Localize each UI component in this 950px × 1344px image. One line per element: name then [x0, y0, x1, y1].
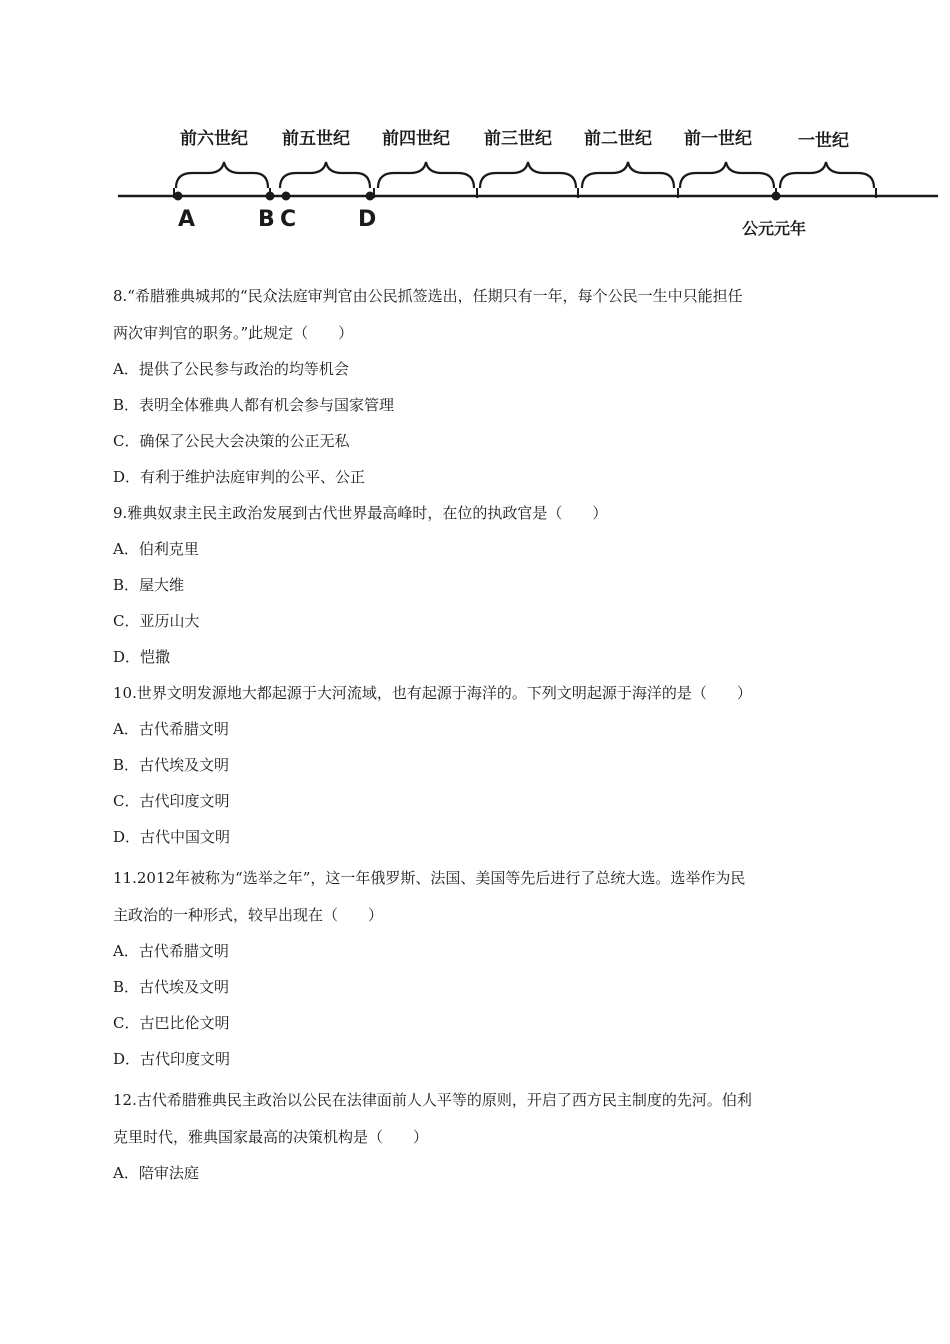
point-c-marker [282, 192, 291, 201]
question-8-stem-line-1: 8.“希腊雅典城邦的“民众法庭审判官由公民抓签选出，任期只有一年，每个公民一生中只能担任 [113, 287, 743, 305]
century-label-2: 前五世纪 [282, 129, 350, 149]
question-11-option-b[interactable]: B．古代埃及文明 [113, 978, 230, 996]
question-9-stem: 9.雅典奴隶主民主政治发展到古代世界最高峰时，在位的执政官是（ ） [113, 504, 608, 522]
question-12-stem-line-1: 12.古代希腊雅典民主政治以公民在法律面前人人平等的原则，开启了西方民主制度的先河。伯利 [113, 1091, 752, 1109]
question-list [113, 278, 843, 1196]
question-9-option-c[interactable]: C．亚历山大 [113, 612, 200, 630]
point-label-b: B [258, 207, 275, 232]
century-label-6: 前一世纪 [684, 129, 752, 149]
point-b-marker [266, 192, 275, 201]
timeline-figure [112, 118, 942, 260]
timeline-svg [112, 118, 942, 260]
question-10-stem: 10.世界文明发源地大都起源于大河流域，也有起源于海洋的。下列文明起源于海洋的是（ ） [113, 684, 752, 702]
question-11-option-c[interactable]: C．古巴比伦文明 [113, 1014, 230, 1032]
question-9-option-b[interactable]: B．屋大维 [113, 576, 185, 594]
question-12 [113, 1082, 843, 1196]
question-9 [113, 500, 843, 680]
question-10-option-d[interactable]: D．古代中国文明 [113, 828, 231, 846]
question-8 [113, 278, 843, 500]
point-labels [178, 207, 376, 232]
question-11-stem-line-1: 11.2012年被称为“选举之年”，这一年俄罗斯、法国、美国等先后进行了总统大选。选举作为民 [113, 869, 746, 887]
century-label-7: 一世纪 [798, 131, 849, 151]
question-9-option-a[interactable]: A．伯利克里 [113, 540, 199, 558]
question-8-option-c[interactable]: C．确保了公民大会决策的公正无私 [113, 432, 350, 450]
question-9-option-d[interactable]: D．恺撒 [113, 648, 171, 666]
century-labels [180, 128, 849, 151]
question-8-option-a[interactable]: A．提供了公民参与政治的均等机会 [113, 360, 349, 378]
century-label-4: 前三世纪 [484, 129, 552, 149]
question-8-option-d[interactable]: D．有利于维护法庭审判的公平、公正 [113, 468, 366, 486]
question-12-stem-line-2: 克里时代，雅典国家最高的决策机构是（ ） [113, 1128, 429, 1146]
question-8-option-b[interactable]: B．表明全体雅典人都有机会参与国家管理 [113, 396, 395, 414]
question-11-stem-line-2: 主政治的一种形式，较早出现在（ ） [113, 906, 384, 924]
century-label-1: 前六世纪 [180, 129, 248, 149]
question-10-option-c[interactable]: C．古代印度文明 [113, 792, 230, 810]
question-10-option-a[interactable]: A．古代希腊文明 [113, 720, 229, 738]
point-label-a: A [178, 207, 196, 232]
question-10-option-b[interactable]: B．古代埃及文明 [113, 756, 230, 774]
question-10 [113, 680, 843, 860]
point-a-marker [174, 192, 183, 201]
century-braces [176, 162, 874, 188]
point-d-marker [366, 192, 375, 201]
question-11-option-a[interactable]: A．古代希腊文明 [113, 942, 229, 960]
ad-year-marker [772, 192, 781, 201]
ad-year-label: 公元元年 [742, 219, 807, 238]
century-label-3: 前四世纪 [382, 129, 450, 149]
question-11 [113, 860, 843, 1082]
point-label-c: C [280, 207, 297, 232]
question-8-stem-line-2: 两次审判官的职务。”此规定（ ） [113, 324, 354, 342]
point-label-d: D [358, 207, 377, 232]
question-12-option-a[interactable]: A．陪审法庭 [113, 1164, 199, 1182]
century-label-5: 前二世纪 [584, 129, 652, 149]
question-11-option-d[interactable]: D．古代印度文明 [113, 1050, 231, 1068]
